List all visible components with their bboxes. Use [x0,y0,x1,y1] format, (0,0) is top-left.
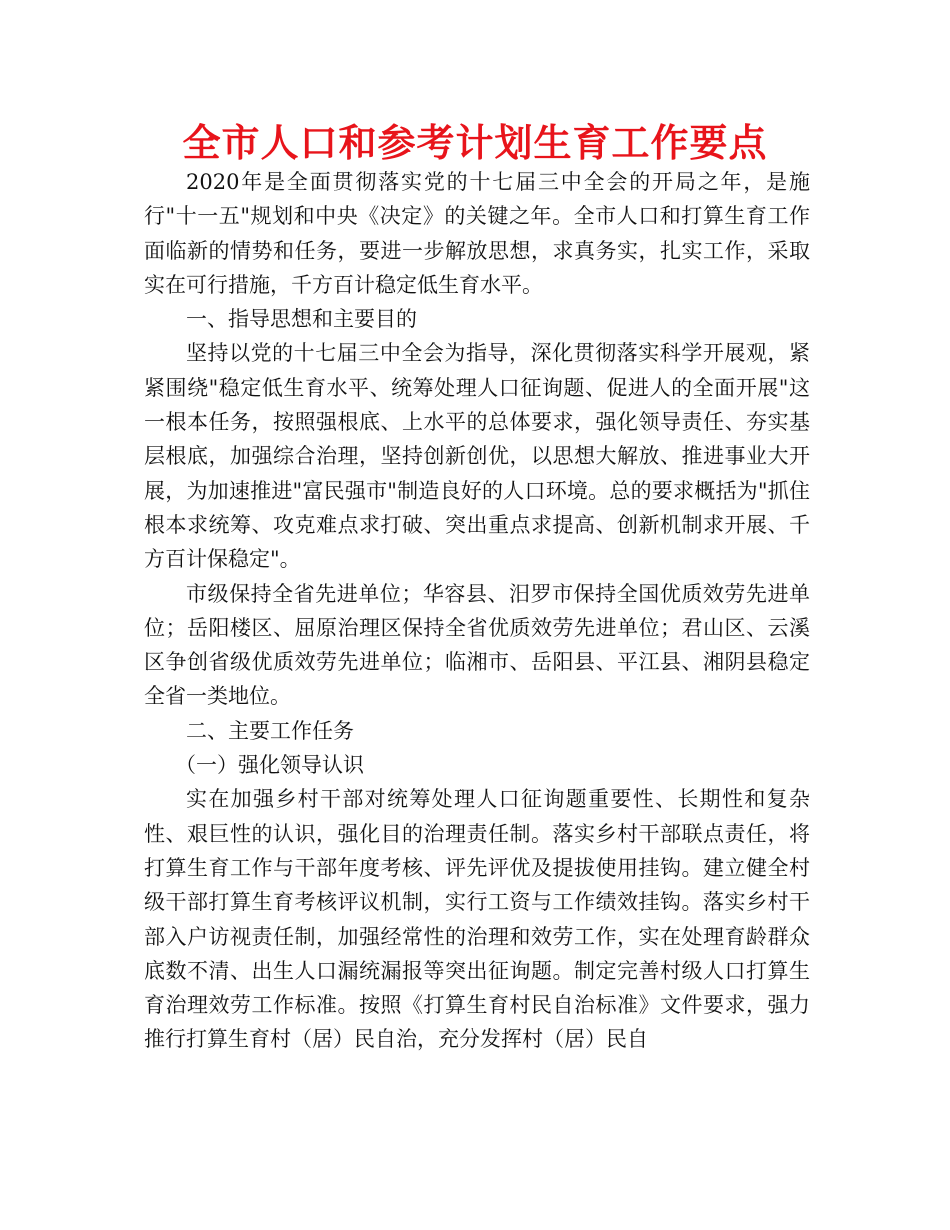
guiding-ideology-paragraph: 坚持以党的十七届三中全会为指导，深化贯彻落实科学开展观，紧紧围绕"稳定低生育水平、统筹处理人口征询题、促进人的全面开展"这一根本任务，按照强根底、上水平的总体要求，强化领导责任、夯实基层根底，加强综合治理，坚持创新创优，以思想大解放、推进事业大开展，为加速推进"富民强市"制造良好的人口环境。总的要求概括为"抓住根本求统筹、攻克难点求打破、突出重点求提高、创新机制求开展、千方百计保稳定"。 [144,341,810,572]
document-body [144,165,810,1057]
section-heading-main-tasks: 二、主要工作任务 [186,718,354,743]
intro-paragraph: 2020年是全面贯彻落实党的十七届三中全会的开局之年，是施行"十一五"规划和中央《决定》的关键之年。全市人口和打算生育工作面临新的情势和任务，要进一步解放思想，求真务实，扎实工作，采取实在可行措施，千方百计稳定低生育水平。 [144,170,810,297]
document-title: 全市人口和参考计划生育工作要点 [182,121,768,165]
section-heading-guiding-ideology: 一、指导思想和主要目的 [186,307,417,332]
targets-paragraph: 市级保持全省先进单位；华容县、汨罗市保持全国优质效劳先进单位；岳阳楼区、屈原治理区保持全省优质效劳先进单位；君山区、云溪区争创省级优质效劳先进单位；临湘市、岳阳县、平江县、湘阴县稳定全省一类地位。 [144,581,810,709]
subsection-heading-leadership: （一）强化领导认识 [175,753,364,778]
leadership-paragraph: 实在加强乡村干部对统筹处理人口征询题重要性、长期性和复杂性、艰巨性的认识，强化目的治理责任制。落实乡村干部联点责任，将打算生育工作与干部年度考核、评先评优及提拔使用挂钩。建立健全村级干部打算生育考核评议机制，实行工资与工作绩效挂钩。落实乡村干部入户访视责任制，加强经常性的治理和效劳工作，实在处理育龄群众底数不清、出生人口漏统漏报等突出征询题。制定完善村级人口打算生育治理效劳工作标准。按照《打算生育村民自治标准》文件要求，强力推行打算生育村（居）民自治，充分发挥村（居）民自 [144,787,810,1052]
